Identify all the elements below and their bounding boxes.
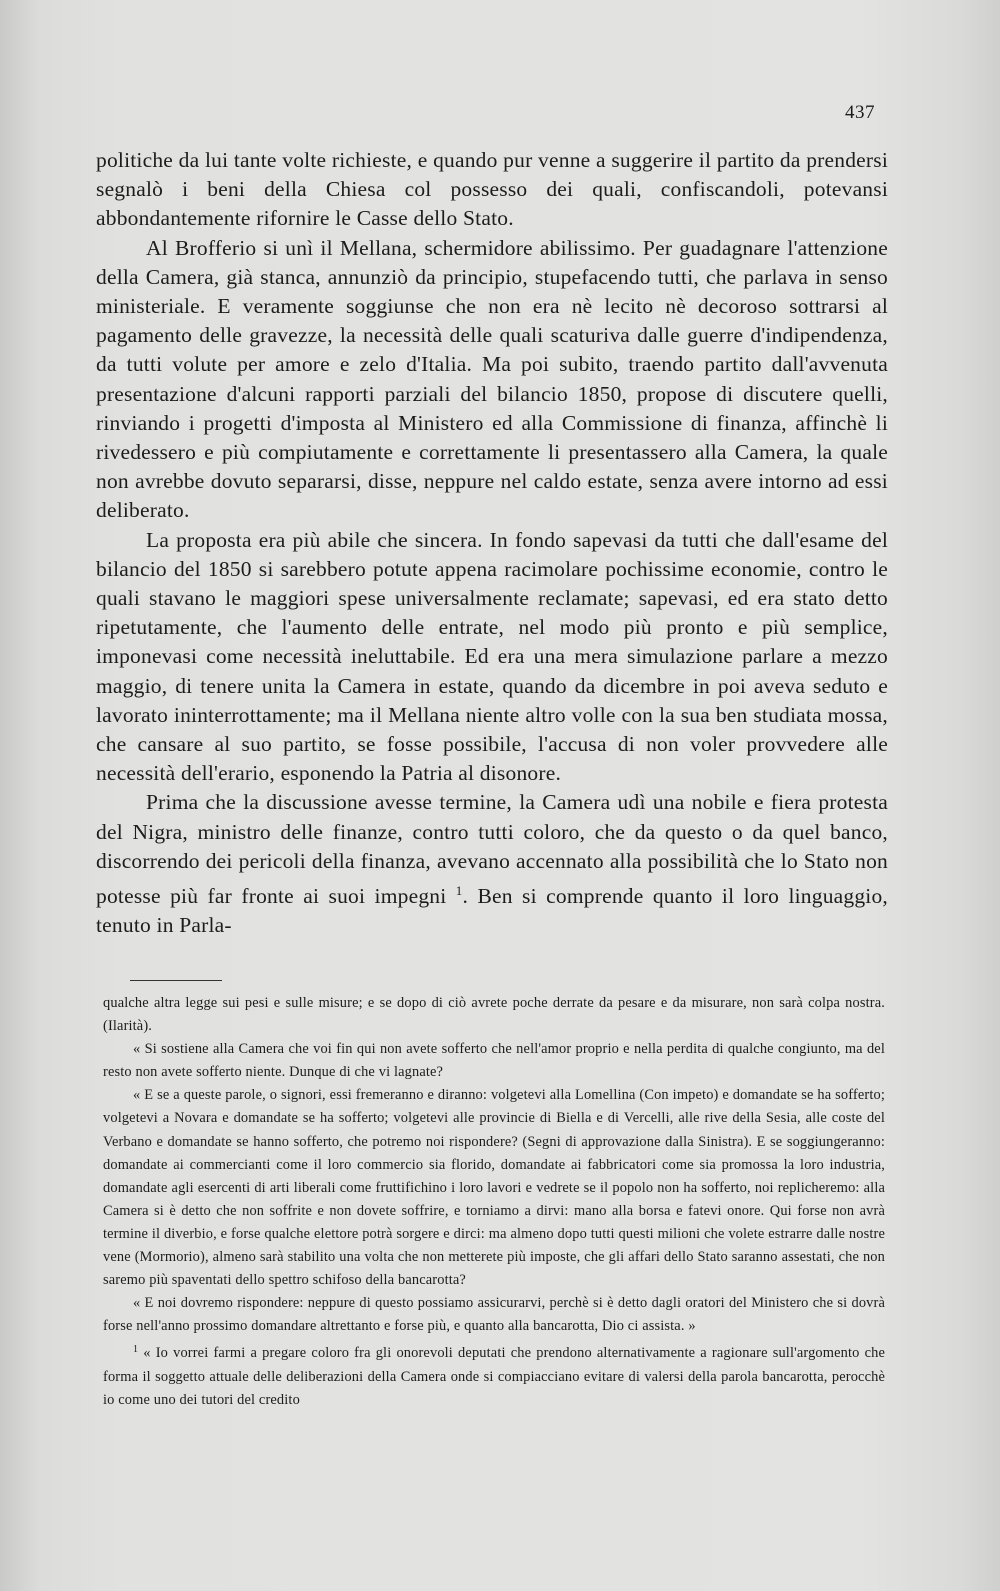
page-number: 437 — [845, 102, 875, 123]
footnote-paragraph: « E se a queste parole, o signori, essi fremeranno e diranno: volgetevi alla Lomellina (Con impeto) e domandate se ha sofferto; volgetevi a Novara e domandate se ha sofferto; volgetevi alle provincie di Biella e di Vercelli, alle rive della Sesia, alle coste del Verbano e domandate se hanno sofferto, che potremo noi rispondere? (Segni di approvazione dalla Sinistra). E se soggiungeranno: domandate ai commercianti come il loro commercio sia florido, domandate ai fabbricatori come sia promossa la loro industria, domandate agli esercenti di arti liberali come fruttifichino i loro lavori e vedrete se il popolo non ha sofferto, noi replicheremo: alla Camera si è detto che non soffrite e non dovete soffrire, e torniamo a dirvi: mano alla borsa e fatevi onore. Qui forse non avrà termine il diverbio, e forse qualche elettore potrà sorgere e dirci: ma almeno dopo tutti questi milioni che volete estrarre dalle nostre vene (Mormorio), almeno sarà stabilito una volta che non metterete più imposte, che gli affari dello Stato saranno assestati, che non saremo più spaventati dello spettro schifoso della bancarotta? — [103, 1087, 885, 1289]
footnote-paragraph: qualche altra legge sui pesi e sulle misure; e se dopo di ciò avrete poche derrate da pesare e da misurare, non sarà colpa nostra. (Ilarità). — [103, 995, 885, 1035]
paragraph — [96, 788, 888, 940]
footnote-reference: 1 — [455, 883, 463, 899]
paragraph: politiche da lui tante volte richieste, e quando pur venne a suggerire il partito da prendersi segnalò i beni della Chiesa col possesso dei quali, confiscandoli, potevansi abbondantemente rifornire le Casse dello Stato. — [96, 148, 888, 231]
paragraph: La proposta era più abile che sincera. In fondo sapevasi da tutti che dall'esame del bilancio del 1850 si sarebbero potute appena racimolare pochissime economie, contro le quali stavano le maggiori spese universalmente reclamate; sapevasi, ed era stato detto ripetutamente, che l'aumento delle entrate, nel modo più pronto e più semplice, imponevasi come necessità ineluttabile. Ed era una mera simulazione parlare a mezzo maggio, di tenere unita la Camera in estate, quando da dicembre in poi aveva seduto e lavorato ininterrottamente; ma il Mellana niente altro volle con la sua ben studiata mossa, che cansare al suo partito, se fosse possibile, l'accusa di non voler provvedere alle necessità dell'erario, esponendo la Patria al disonore. — [96, 527, 888, 786]
footnote-text: « Io vorrei farmi a pregare coloro fra gli onorevoli deputati che prendono alternativamente a ragionare sull'argomento che forma il soggetto attuale delle deliberazioni della Camera onde si compiacciano evitare di valersi della parola bancarotta, perocchè io come uno dei tutori del credito — [103, 1345, 885, 1408]
footnote-number: 1 — [133, 1344, 139, 1356]
footnote-separator — [130, 980, 222, 981]
paragraph-text: . Ben si comprende quanto il loro linguaggio, tenuto in Parla- — [96, 884, 888, 938]
footnotes — [103, 992, 885, 1412]
footnote — [103, 1338, 885, 1411]
footnote-paragraph: « E noi dovremo rispondere: neppure di questo possiamo assicurarvi, perchè si è detto dagli oratori del Ministero che si dovrà forse nell'anno prossimo domandare altrettanto e forse più, e quanto alla bancarotta, Dio ci assista. » — [103, 1295, 885, 1335]
main-text — [96, 146, 888, 940]
paragraph-text: Prima che la discussione avesse termine, la Camera udì una nobile e fiera protesta del Nigra, ministro delle finanze, contro tutti coloro, che da questo o da quel banco, discorrendo dei pericoli della finanza, avevano accennato alla possibilità che lo Stato non potesse più far fronte ai suoi impegni — [96, 790, 888, 909]
footnote-paragraph: « Si sostiene alla Camera che voi fin qui non avete sofferto che nell'amor proprio e nella perdita di qualche congiunto, ma del resto non avete sofferto niente. Dunque di che vi lagnate? — [103, 1041, 885, 1081]
paragraph: Al Brofferio si unì il Mellana, schermidore abilissimo. Per guadagnare l'attenzione della Camera, già stanca, annunziò da principio, stupefacendo tutti, che parlava in senso ministeriale. E veramente soggiunse che non era nè lecito nè decoroso sottrarsi al pagamento delle gravezze, la necessità delle quali scaturiva dalle guerre d'indipendenza, da tutti volute per amore e zelo d'Italia. Ma poi subito, traendo partito dall'avvenuta presentazione d'alcuni rapporti parziali del bilancio 1850, propose di discutere quelli, rinviando i progetti d'imposta al Ministero ed alla Commissione di finanza, affinchè li rivedessero e più compiutamente e correttamente li presentassero alla Camera, la quale non avrebbe dovuto separarsi, disse, neppure nel caldo estate, senza avere intorno ad essi deliberato. — [96, 235, 888, 523]
